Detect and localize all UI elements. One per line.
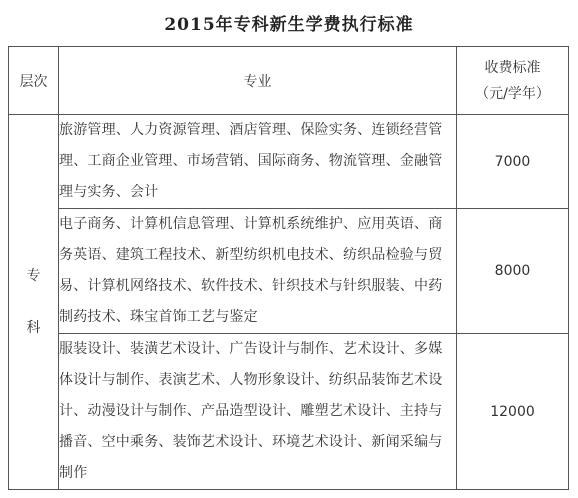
level-char-1: 专 (26, 268, 41, 284)
header-fee (457, 47, 569, 115)
fee-cell: 7000 (457, 115, 569, 209)
header-fee-line2: （元/学年） (475, 85, 550, 102)
level-char-2: 科 (26, 320, 41, 336)
table-row (9, 115, 569, 209)
table-row (9, 209, 569, 334)
header-fee-line1: 收费标准 (484, 59, 541, 76)
majors-cell: 服装设计、装潢艺术设计、广告设计与制作、艺术设计、多媒体设计与制作、表演艺术、人物形象设计、纺织品装饰艺术设计、动漫设计与制作、产品造型设计、雕塑艺术设计、主持与播音、空中乘务、装饰艺术设计、环境艺术设计、新闻采编与制作 (59, 334, 457, 490)
fee-cell: 12000 (457, 334, 569, 490)
table-row (9, 334, 569, 490)
majors-cell: 电子商务、计算机信息管理、计算机系统维护、应用英语、商务英语、建筑工程技术、新型纺织机电技术、纺织品检验与贸易、计算机网络技术、软件技术、针织技术与针织服装、中药制药技术、珠宝首饰工艺与鉴定 (59, 209, 457, 334)
majors-cell: 旅游管理、人力资源管理、酒店管理、保险实务、连锁经营管理、工商企业管理、市场营销、国际商务、物流管理、金融管理与实务、会计 (59, 115, 457, 209)
level-cell (9, 115, 59, 490)
page-title: 2015年专科新生学费执行标准 (164, 15, 414, 35)
fee-cell: 8000 (457, 209, 569, 334)
header-major: 专业 (59, 47, 457, 115)
fee-table (8, 46, 569, 490)
header-level: 层次 (9, 47, 59, 115)
table-header-row (9, 47, 569, 115)
